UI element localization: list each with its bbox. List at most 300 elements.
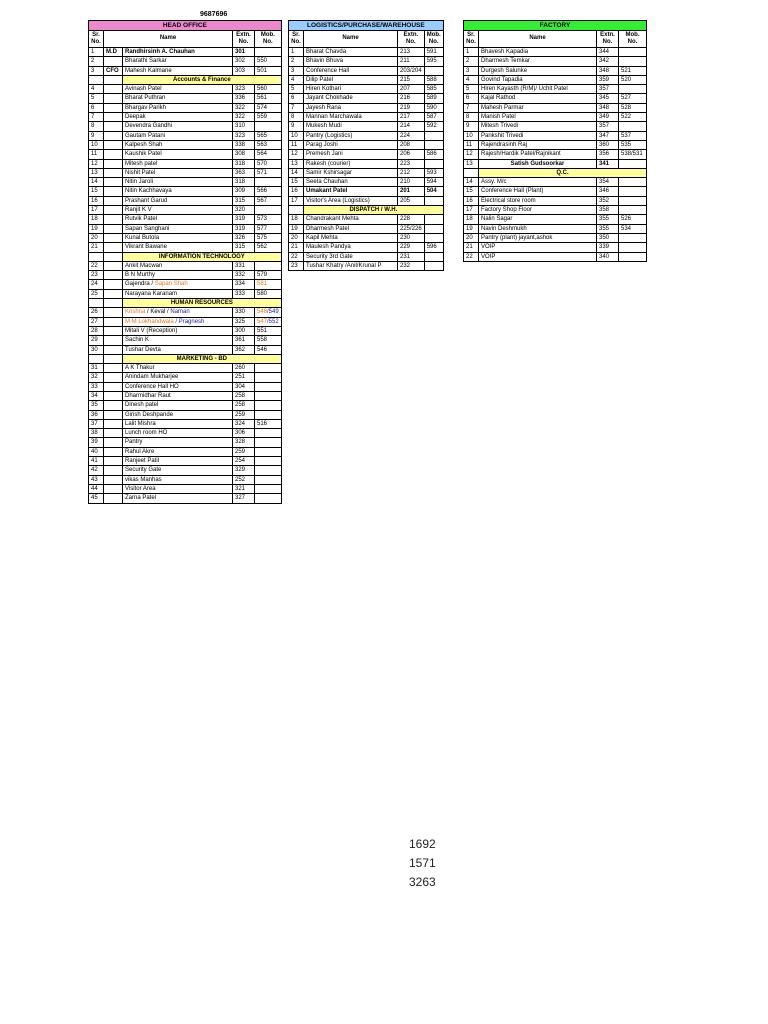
- extn-cell: 352: [597, 196, 619, 205]
- extn-cell: 319: [233, 215, 255, 224]
- name-cell: VOIP: [479, 252, 597, 261]
- name-cell: Nitin Jaroli: [123, 178, 233, 187]
- extn-cell: 224: [398, 131, 425, 140]
- extn-cell: 340: [597, 252, 619, 261]
- extn-cell: 336: [233, 94, 255, 103]
- table-row: [289, 215, 444, 224]
- table-row: [289, 196, 444, 205]
- sr-cell: [89, 75, 104, 84]
- table-row: [464, 187, 647, 196]
- tag-cell: [104, 215, 123, 224]
- table-row: [89, 280, 282, 289]
- mob-cell: [619, 85, 647, 94]
- name-cell: Premesh Jani: [304, 150, 398, 159]
- name-cell: Kajal Rathod: [479, 94, 597, 103]
- table-row: [89, 484, 282, 493]
- section-header: Q.C.: [479, 168, 647, 177]
- table-row: [89, 168, 282, 177]
- table-row: [89, 457, 282, 466]
- tag-cell: [104, 122, 123, 131]
- sr-cell: 1: [89, 48, 104, 57]
- sr-cell: 13: [89, 168, 104, 177]
- extn-cell: 323: [233, 131, 255, 140]
- extn-cell: 323: [233, 85, 255, 94]
- extn-cell: 342: [597, 57, 619, 66]
- sr-cell: 12: [464, 150, 479, 159]
- section-row: [89, 75, 282, 84]
- sr-cell: 7: [464, 103, 479, 112]
- name-cell: Electrical store room: [479, 196, 597, 205]
- sr-cell: 21: [289, 243, 304, 252]
- mob-cell: [619, 48, 647, 57]
- sr-cell: 9: [464, 122, 479, 131]
- sr-cell: 5: [89, 94, 104, 103]
- mob-cell: 560: [255, 85, 282, 94]
- tag-cell: [104, 466, 123, 475]
- table-row: [89, 215, 282, 224]
- extn-cell: 232: [398, 261, 425, 270]
- sr-cell: 4: [464, 75, 479, 84]
- extn-cell: 318: [233, 159, 255, 168]
- sr-cell: 23: [289, 261, 304, 270]
- extn-cell: 213: [398, 48, 425, 57]
- mob-cell: [619, 196, 647, 205]
- name-cell: Dinesh patel: [123, 401, 233, 410]
- mob-cell: [255, 122, 282, 131]
- sr-cell: 16: [89, 196, 104, 205]
- extn-cell: 320: [233, 206, 255, 215]
- mob-cell: 504: [424, 187, 443, 196]
- extn-cell: 252: [233, 475, 255, 484]
- sr-cell: 43: [89, 475, 104, 484]
- extn-cell: 207: [398, 85, 425, 94]
- mob-cell: [619, 233, 647, 242]
- name-cell: Nitin Kachhavaya: [123, 187, 233, 196]
- mob-cell: 573: [255, 215, 282, 224]
- table-row: [289, 94, 444, 103]
- tag-cell: [104, 457, 123, 466]
- table-row: [289, 103, 444, 112]
- col-extn: Extn. No.: [233, 31, 255, 48]
- sr-cell: 13: [289, 159, 304, 168]
- mob-cell: [255, 457, 282, 466]
- name-cell: Vikrant Bawane: [123, 243, 233, 252]
- sr-cell: 8: [289, 113, 304, 122]
- table-row: [464, 150, 647, 159]
- sr-cell: 14: [89, 178, 104, 187]
- tag-cell: [104, 308, 123, 317]
- table-row: [89, 494, 282, 503]
- name-cell: Security 3rd Gate: [304, 252, 398, 261]
- text-fragment: /552: [267, 318, 279, 325]
- col-sr: Sr. No.: [89, 31, 104, 48]
- col-name: Name: [104, 31, 233, 48]
- mob-cell: 586: [424, 150, 443, 159]
- name-cell: Mahesh Kalmane: [123, 66, 233, 75]
- name-cell: Hiren Kayasth (R/M)/ Uchit Patel: [479, 85, 597, 94]
- mob-cell: [255, 410, 282, 419]
- col-sr: Sr. No.: [289, 31, 304, 48]
- extn-cell: 259: [233, 410, 255, 419]
- tag-cell: [104, 317, 123, 326]
- sr-cell: [289, 206, 304, 215]
- extn-cell: 355: [597, 224, 619, 233]
- tag-cell: [104, 196, 123, 205]
- sr-cell: 3: [89, 66, 104, 75]
- name-cell: Umakant Patel: [304, 187, 398, 196]
- extn-cell: 325: [233, 317, 255, 326]
- tag-cell: M.D: [104, 48, 123, 57]
- tag-cell: [104, 345, 123, 354]
- sr-cell: 2: [289, 57, 304, 66]
- extn-cell: 258: [233, 401, 255, 410]
- table-row: [289, 66, 444, 75]
- extn-cell: 203/204: [398, 66, 425, 75]
- sr-cell: 9: [289, 122, 304, 131]
- mob-cell: [619, 243, 647, 252]
- table-row: [89, 336, 282, 345]
- table-row: [289, 159, 444, 168]
- tag-cell: [104, 484, 123, 493]
- mob-cell: [255, 382, 282, 391]
- table-row: [89, 94, 282, 103]
- table-row: [289, 48, 444, 57]
- tag-cell: [104, 233, 123, 242]
- sr-cell: 7: [89, 113, 104, 122]
- table-row: [464, 252, 647, 261]
- mob-cell: 558: [255, 336, 282, 345]
- sr-cell: 32: [89, 373, 104, 382]
- table-row: [89, 345, 282, 354]
- table-row: [89, 131, 282, 140]
- col-extn: Extn. No.: [398, 31, 425, 48]
- tag-cell: [104, 475, 123, 484]
- mob-cell: [619, 159, 647, 168]
- mob-cell: 527: [619, 94, 647, 103]
- extn-cell: 322: [233, 113, 255, 122]
- sr-cell: 4: [89, 85, 104, 94]
- tag-cell: [104, 131, 123, 140]
- name-cell: Factory Shop Floor: [479, 206, 597, 215]
- extn-cell: 326: [233, 233, 255, 242]
- name-cell: Rahul Akre: [123, 447, 233, 456]
- extn-cell: 321: [233, 484, 255, 493]
- table-row: [89, 159, 282, 168]
- mob-cell: 521: [619, 66, 647, 75]
- table-row: [464, 113, 647, 122]
- head-office-title: HEAD OFFICE: [89, 21, 282, 31]
- name-cell: Kalpesh Shah: [123, 140, 233, 149]
- extn-cell: 315: [233, 196, 255, 205]
- table-row: [464, 243, 647, 252]
- mob-cell: [619, 122, 647, 131]
- tag-cell: [104, 354, 123, 363]
- name-cell: B N Murthy: [123, 271, 233, 280]
- head-office-table: [88, 20, 282, 504]
- mob-cell: 589: [424, 94, 443, 103]
- table-row: [289, 243, 444, 252]
- sr-cell: 13: [464, 159, 479, 168]
- mob-cell: 577: [255, 224, 282, 233]
- sr-cell: [464, 168, 479, 177]
- mob-cell: [424, 233, 443, 242]
- name-cell: Rutvik Patel: [123, 215, 233, 224]
- name-cell: Bhargav Parikh: [123, 103, 233, 112]
- mob-cell: 595: [424, 57, 443, 66]
- sr-cell: 1: [464, 48, 479, 57]
- table-row: [289, 261, 444, 270]
- sr-cell: 1: [289, 48, 304, 57]
- mob-cell: 537: [619, 131, 647, 140]
- name-cell: Anindam Mukharjee: [123, 373, 233, 382]
- tag-cell: [104, 438, 123, 447]
- sr-cell: 11: [289, 140, 304, 149]
- table-row: [289, 224, 444, 233]
- extn-cell: 341: [597, 159, 619, 168]
- table-row: [464, 196, 647, 205]
- sr-cell: 12: [89, 159, 104, 168]
- name-cell: Prashant Garud: [123, 196, 233, 205]
- table-row: [89, 429, 282, 438]
- tag-cell: [104, 75, 123, 84]
- sr-cell: 16: [289, 187, 304, 196]
- extn-cell: 354: [597, 178, 619, 187]
- mob-cell: 566: [255, 187, 282, 196]
- table-row: [89, 326, 282, 335]
- name-cell: Security Gate: [123, 466, 233, 475]
- extn-cell: 258: [233, 391, 255, 400]
- sr-cell: 45: [89, 494, 104, 503]
- name-cell: Rakesh (courier): [304, 159, 398, 168]
- name-cell: Durgesh Salunke: [479, 66, 597, 75]
- table-row: [289, 57, 444, 66]
- table-row: [89, 187, 282, 196]
- extn-cell: 205: [398, 196, 425, 205]
- text-fragment: /549: [267, 309, 279, 316]
- col-sr: Sr. No.: [464, 31, 479, 48]
- extn-cell: 348: [597, 66, 619, 75]
- name-cell: Dilip Patel: [304, 75, 398, 84]
- sr-cell: [89, 354, 104, 363]
- mob-cell: [255, 484, 282, 493]
- sr-cell: [89, 299, 104, 308]
- name-cell: A K Thakur: [123, 364, 233, 373]
- table-row: [89, 103, 282, 112]
- mob-cell: [619, 57, 647, 66]
- extn-cell: 230: [398, 233, 425, 242]
- name-cell: VOIP: [479, 243, 597, 252]
- name-cell: Mahesh Parmar: [479, 103, 597, 112]
- tag-cell: [104, 326, 123, 335]
- tag-cell: [104, 150, 123, 159]
- mob-cell: 575: [255, 233, 282, 242]
- bottom-number: 1571: [409, 856, 436, 870]
- table-row: [464, 140, 647, 149]
- extn-cell: 350: [597, 233, 619, 242]
- name-cell: Maulesh Pandya: [304, 243, 398, 252]
- name-cell: Lalit Mishra: [123, 419, 233, 428]
- name-cell: Parag Joshi: [304, 140, 398, 149]
- mob-cell: 516: [255, 419, 282, 428]
- table-row: [89, 373, 282, 382]
- mob-cell: 588: [424, 75, 443, 84]
- sr-cell: 8: [89, 122, 104, 131]
- table-row: [89, 364, 282, 373]
- table-row: [464, 206, 647, 215]
- mob-cell: [424, 261, 443, 270]
- sr-cell: 36: [89, 410, 104, 419]
- name-cell: Narayana Karanam: [123, 289, 233, 298]
- table-row: [89, 438, 282, 447]
- sr-cell: 39: [89, 438, 104, 447]
- extn-cell: 201: [398, 187, 425, 196]
- bottom-number: 1692: [409, 837, 436, 851]
- name-cell: Mitesh patel: [123, 159, 233, 168]
- extn-cell: 357: [597, 122, 619, 131]
- extn-cell: 309: [233, 187, 255, 196]
- sr-cell: 6: [89, 103, 104, 112]
- sr-cell: 20: [89, 233, 104, 242]
- extn-cell: 228: [398, 215, 425, 224]
- sr-cell: 29: [89, 336, 104, 345]
- mob-cell: 559: [255, 113, 282, 122]
- table-row: [289, 122, 444, 131]
- text-fragment: Gajendra /: [125, 281, 155, 288]
- extn-cell: 212: [398, 168, 425, 177]
- text-fragment: Naman: [170, 309, 190, 316]
- bottom-number: 3263: [409, 875, 436, 889]
- sr-cell: 9: [89, 131, 104, 140]
- sr-cell: 21: [89, 243, 104, 252]
- mob-cell: [255, 447, 282, 456]
- section-row: [89, 299, 282, 308]
- sr-cell: 19: [89, 224, 104, 233]
- mob-cell: 571: [255, 168, 282, 177]
- mob-cell: 538/531: [619, 150, 647, 159]
- name-cell: Bharat Puthran: [123, 94, 233, 103]
- table-row: [89, 113, 282, 122]
- table-row: [89, 122, 282, 131]
- section-header: HUMAN RESOURCES: [123, 299, 282, 308]
- extn-cell: 332: [233, 271, 255, 280]
- name-cell: Jayesh Rana: [304, 103, 398, 112]
- table-row: [89, 140, 282, 149]
- mob-cell: [255, 317, 282, 326]
- sr-cell: 40: [89, 447, 104, 456]
- mob-cell: 585: [424, 85, 443, 94]
- extn-cell: 344: [597, 48, 619, 57]
- tag-cell: [104, 271, 123, 280]
- sr-cell: 42: [89, 466, 104, 475]
- mob-cell: [255, 391, 282, 400]
- name-cell: Nishit Patel: [123, 168, 233, 177]
- table-row: [89, 289, 282, 298]
- text-fragment: 547: [257, 318, 268, 325]
- section-header: DISPATCH / W.H.: [304, 206, 444, 215]
- extn-cell: 330: [233, 308, 255, 317]
- sr-cell: 4: [289, 75, 304, 84]
- table-row: [289, 233, 444, 242]
- factory-table: [463, 20, 647, 262]
- extn-cell: 348: [597, 103, 619, 112]
- name-cell: Seeta Chauhan: [304, 178, 398, 187]
- name-cell: vikas Manhas: [123, 475, 233, 484]
- name-cell: Pankshit Trivedi: [479, 131, 597, 140]
- tag-cell: [104, 261, 123, 270]
- table-row: [89, 475, 282, 484]
- extn-cell: 359: [597, 75, 619, 84]
- extn-cell: 208: [398, 140, 425, 149]
- sr-cell: 5: [464, 85, 479, 94]
- name-cell: Lunch room HO: [123, 429, 233, 438]
- mob-cell: 522: [619, 113, 647, 122]
- sr-cell: 6: [464, 94, 479, 103]
- name-cell: Rajendrasinh Raj: [479, 140, 597, 149]
- tag-cell: [104, 299, 123, 308]
- tag-cell: [104, 410, 123, 419]
- sr-cell: 3: [464, 66, 479, 75]
- extn-cell: 229: [398, 243, 425, 252]
- tag-cell: [104, 85, 123, 94]
- table-row: [89, 391, 282, 400]
- mob-cell: 562: [255, 243, 282, 252]
- extn-cell: 329: [233, 466, 255, 475]
- name-cell: Rajesh/Hardik Patel/Rajnikant: [479, 150, 597, 159]
- sr-cell: 10: [89, 140, 104, 149]
- extn-cell: 333: [233, 289, 255, 298]
- extn-cell: 349: [597, 113, 619, 122]
- name-cell: Kapil Mehta: [304, 233, 398, 242]
- sr-cell: 5: [289, 85, 304, 94]
- name-cell: Gautam Patani: [123, 131, 233, 140]
- col-mob: Mob. No.: [424, 31, 443, 48]
- extn-cell: 318: [233, 178, 255, 187]
- tag-cell: [104, 447, 123, 456]
- mob-cell: [424, 159, 443, 168]
- name-cell: Devendra Gandhi: [123, 122, 233, 131]
- logistics-table: [288, 20, 444, 271]
- table-row: [89, 410, 282, 419]
- sr-cell: 7: [289, 103, 304, 112]
- name-cell: Visitor Area: [123, 484, 233, 493]
- mob-cell: 565: [255, 131, 282, 140]
- sr-cell: 15: [464, 187, 479, 196]
- table-row: [89, 224, 282, 233]
- tag-cell: [104, 57, 123, 66]
- extn-cell: 345: [597, 94, 619, 103]
- sr-cell: 8: [464, 113, 479, 122]
- name-cell: Dharmesh Temkar: [479, 57, 597, 66]
- extn-cell: 328: [233, 438, 255, 447]
- mob-cell: 520: [619, 75, 647, 84]
- table-row: [289, 140, 444, 149]
- table-row: [464, 159, 647, 168]
- name-cell: Mukesh Mudi: [304, 122, 398, 131]
- sr-cell: 6: [289, 94, 304, 103]
- mob-cell: [424, 224, 443, 233]
- table-row: [464, 85, 647, 94]
- mob-cell: 535: [619, 140, 647, 149]
- name-cell: Girish Deshpande: [123, 410, 233, 419]
- table-row: [89, 233, 282, 242]
- extn-cell: 254: [233, 457, 255, 466]
- text-fragment: / Pragnesh: [173, 318, 205, 325]
- mob-cell: [255, 364, 282, 373]
- sr-cell: 3: [289, 66, 304, 75]
- table-row: [289, 85, 444, 94]
- extn-cell: 338: [233, 140, 255, 149]
- mob-cell: 570: [255, 159, 282, 168]
